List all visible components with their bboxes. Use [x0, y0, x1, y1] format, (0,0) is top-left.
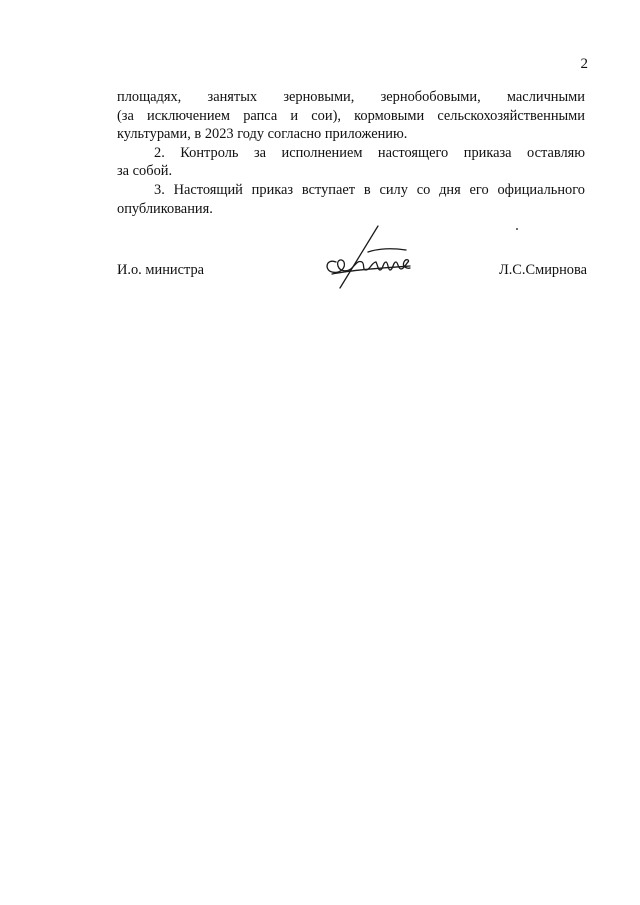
- paragraph-3: [117, 181, 585, 218]
- scan-speck: [516, 228, 518, 230]
- paragraph-3-line-2: опубликования.: [117, 200, 213, 217]
- handwritten-signature: [322, 222, 414, 292]
- paragraph-1-continued: [117, 88, 585, 144]
- document-body: [117, 88, 585, 218]
- paragraph-1-line-2: (за исключением рапса и сои), кормовыми сельскохозяйственными: [117, 107, 585, 124]
- paragraph-1-line-1: площадях, занятых зерновыми, зернобобовыми, масличными: [117, 89, 585, 105]
- paragraph-3-line-1: 3. Настоящий приказ вступает в силу со дня его официального: [154, 181, 585, 198]
- paragraph-2-line-2: за собой.: [117, 163, 173, 180]
- signatory-name: Л.С.Смирнова: [498, 262, 587, 278]
- paragraph-2-line-1: 2. Контроль за исполнением настоящего приказа оставляю: [154, 144, 585, 161]
- paragraph-1-line-3: культурами, в 2023 году согласно приложению.: [117, 126, 408, 143]
- page-number: 2: [580, 56, 588, 72]
- paragraph-2: [117, 144, 585, 181]
- signatory-position: И.о. министра: [117, 262, 205, 278]
